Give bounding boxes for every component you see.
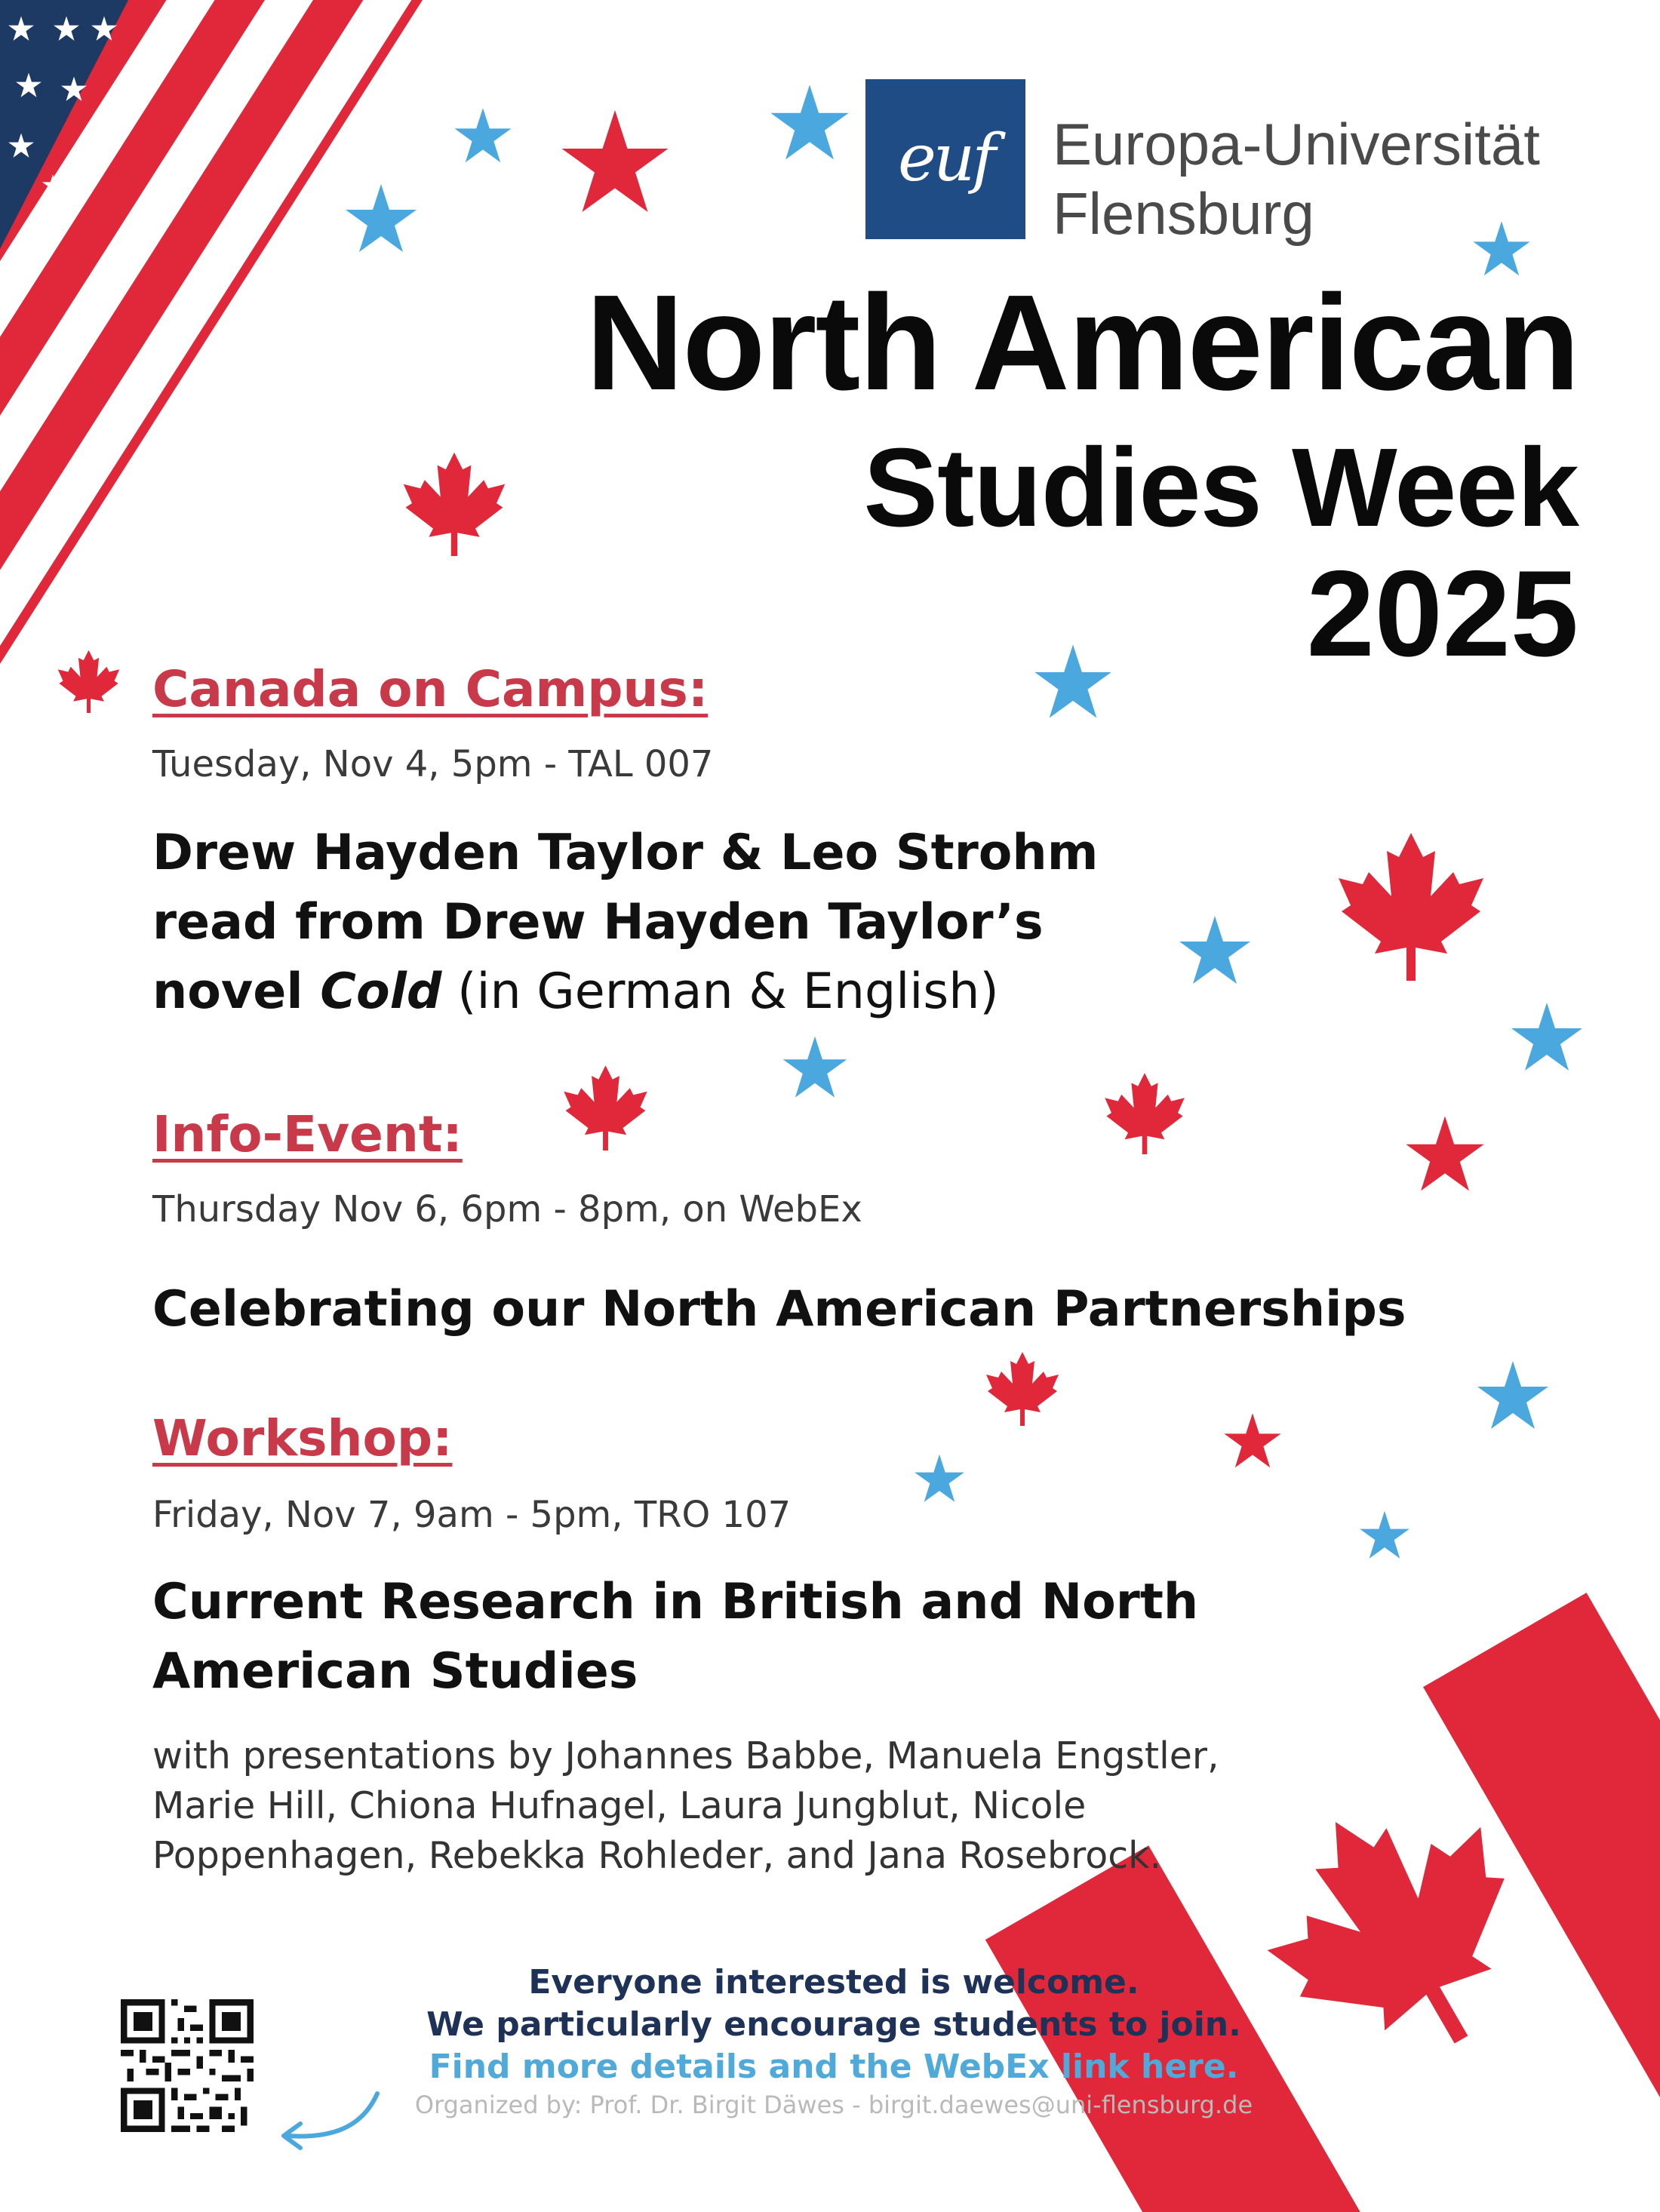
event-date-info: Thursday Nov 6, 6pm - 8pm, on WebEx bbox=[152, 1188, 862, 1230]
title-line3: 2025 bbox=[1306, 545, 1579, 682]
event-heading-info: Info-Event: bbox=[152, 1105, 463, 1163]
event-heading-workshop: Workshop: bbox=[152, 1409, 453, 1467]
footer-organizer: Organized by: Prof. Dr. Birgit Däwes - birgit.daewes@uni-flensburg.de bbox=[414, 2091, 1253, 2119]
event-heading-canada: Canada on Campus: bbox=[152, 660, 709, 718]
arrow-icon bbox=[272, 2086, 385, 2154]
maple-leaf-icon bbox=[401, 447, 507, 560]
footer bbox=[324, 1962, 1343, 2121]
star-icon bbox=[1177, 913, 1253, 988]
maple-leaf-icon bbox=[985, 1350, 1060, 1426]
title-line1: North American bbox=[586, 267, 1579, 419]
star-icon bbox=[768, 81, 851, 164]
event-line: Drew Hayden Taylor & Leo Strohm bbox=[152, 825, 1099, 881]
maple-leaf-icon bbox=[1103, 1071, 1186, 1154]
event-date-canada: Tuesday, Nov 4, 5pm - TAL 007 bbox=[152, 743, 714, 785]
logo-mark: euf bbox=[897, 121, 994, 196]
event-description-info bbox=[152, 1275, 1406, 1344]
star-icon bbox=[453, 106, 513, 166]
us-flag-corner bbox=[0, 0, 453, 679]
title-line2: Studies Week bbox=[863, 426, 1579, 550]
university-logo bbox=[865, 79, 1025, 239]
star-icon bbox=[1403, 1113, 1486, 1196]
presenters-list bbox=[152, 1731, 1435, 1881]
page-title bbox=[586, 267, 1579, 682]
star-icon bbox=[1222, 1411, 1283, 1471]
presenters-line: Poppenhagen, Rebekka Rohleder, and Jana Rosebrock. bbox=[152, 1834, 1162, 1877]
star-icon bbox=[343, 181, 419, 257]
star-icon bbox=[913, 1452, 966, 1505]
event-line-prefix: novel bbox=[152, 963, 321, 1020]
qr-code[interactable] bbox=[121, 1999, 254, 2132]
maple-leaf-icon bbox=[562, 1064, 649, 1151]
footer-details-link[interactable]: Find more details and the WebEx link here. bbox=[429, 2048, 1239, 2086]
star-icon bbox=[1358, 1509, 1411, 1562]
university-name-line1: Europa-Universität bbox=[1053, 111, 1540, 177]
event-description-workshop bbox=[152, 1568, 1198, 1707]
book-title: Cold bbox=[320, 963, 442, 1020]
star-icon bbox=[1509, 1000, 1585, 1075]
maple-leaf-icon bbox=[57, 649, 121, 713]
maple-leaf-icon bbox=[1336, 830, 1486, 981]
event-line: Current Research in British and North bbox=[152, 1574, 1199, 1630]
footer-welcome: Everyone interested is welcome. bbox=[528, 1963, 1139, 2002]
star-icon bbox=[558, 106, 672, 219]
event-line-suffix: (in German & English) bbox=[441, 963, 999, 1020]
event-line: read from Drew Hayden Taylor’s bbox=[152, 894, 1044, 951]
footer-encourage: We particularly encourage students to join. bbox=[426, 2005, 1241, 2044]
event-line: American Studies bbox=[152, 1643, 638, 1700]
star-icon bbox=[1475, 1358, 1551, 1433]
star-icon bbox=[781, 1034, 849, 1101]
university-name-line2: Flensburg bbox=[1053, 180, 1314, 247]
event-line bbox=[152, 957, 1098, 1027]
event-date-workshop: Friday, Nov 7, 9am - 5pm, TRO 107 bbox=[152, 1494, 792, 1536]
presenters-line: with presentations by Johannes Babbe, Manuela Engstler, bbox=[152, 1734, 1219, 1777]
university-name bbox=[1053, 109, 1540, 248]
event-description-canada bbox=[152, 819, 1098, 1027]
event-line: Celebrating our North American Partnerships bbox=[152, 1281, 1406, 1338]
presenters-line: Marie Hill, Chiona Hufnagel, Laura Jungblut, Nicole bbox=[152, 1784, 1087, 1827]
